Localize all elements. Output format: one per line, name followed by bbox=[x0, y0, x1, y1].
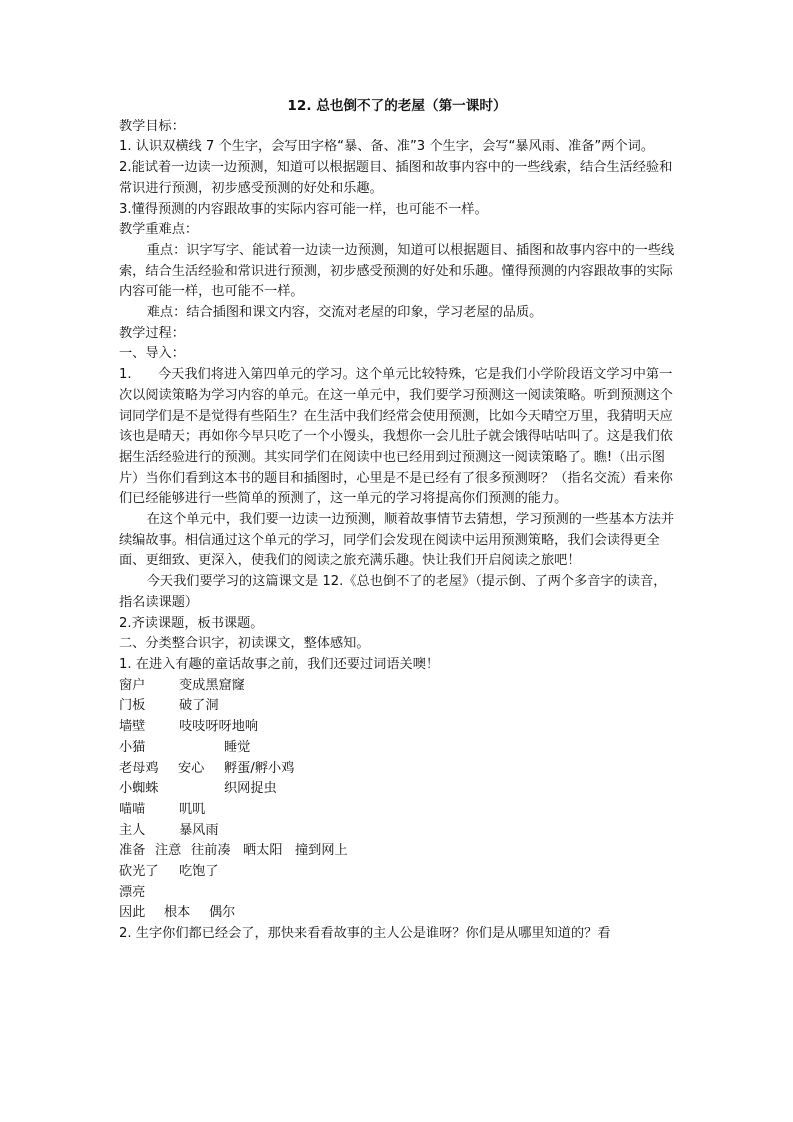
intro-paragraph-1: 1. 今天我们将进入第四单元的学习。这个单元比较特殊，它是我们小学阶段语文学习中第一次以阅读策略为学习内容的单元。在这一单元中，我们要学习预测这一阅读策略。听到预测这个词同学们是不是觉得有些陌生？在生活中我们经常会使用预测，比如今天晴空万里，我猜明天应该也是晴天；再如你今早只吃了一个小馒头，我想你一会儿肚子就会饿得咕咕叫了。这是我们依据生活经验进行的预测。其实同学们在阅读中也已经用到过预测这一阅读策略了。瞧!（出示图片）当你们看到这本书的题目和插图时，心里是不是已经有了很多预测呀？（指名交流）看来你们已经能够进行一些简单的预测了，这一单元的学习将提高你们预测的能力。 bbox=[119, 367, 673, 507]
vocab-row bbox=[119, 841, 675, 862]
vocab-row bbox=[119, 717, 675, 738]
vocab-row bbox=[119, 903, 675, 924]
vocab-word: 小猫 bbox=[119, 739, 146, 755]
objective-2: 2.能试着一边读一边预测，知道可以根据题目、插图和故事内容中的一些线索，结合生活经验和常识进行预测，初步感受预测的好处和乐趣。 bbox=[119, 160, 673, 196]
vocab-row bbox=[119, 862, 675, 883]
vocab-word: 变成黑窟窿 bbox=[179, 677, 245, 693]
vocab-word: 注意 bbox=[155, 843, 182, 859]
objective-1: 1. 认识双横线 7 个生字，会写田字格“暴、备、准”3 个生字，会写“暴风雨、准备”两个词。 bbox=[119, 139, 655, 155]
intro-paragraph-2: 在这个单元中，我们要一边读一边预测，顺着故事情节去猜想，学习预测的一些基本方法并续编故事。相信通过这个单元的学习，同学们会发现在阅读中运用预测策略，我们会读得更全面、更细致、更深入，使我们的阅读之旅充满乐趣。快让我们开启阅读之旅吧！ bbox=[119, 512, 675, 569]
vocab-word: 往前凑 bbox=[191, 843, 231, 859]
section-1-heading: 一、导入： bbox=[119, 346, 185, 362]
vocab-word: 因此 bbox=[119, 905, 146, 921]
vocab-word: 晒太阳 bbox=[243, 843, 283, 859]
vocab-word: 撞到网上 bbox=[295, 843, 348, 859]
vocab-row bbox=[119, 821, 675, 842]
step-read-title: 2.齐读课题，板书课题。 bbox=[119, 615, 264, 631]
process-heading: 教学过程： bbox=[119, 325, 185, 341]
vocab-word: 孵蛋/孵小鸡 bbox=[224, 760, 295, 776]
vocab-word: 小蜘蛛 bbox=[119, 781, 159, 797]
document bbox=[119, 96, 675, 945]
vocab-word: 吃饱了 bbox=[179, 864, 219, 880]
key-points-heading: 教学重难点： bbox=[119, 222, 199, 238]
vocab-row bbox=[119, 883, 675, 904]
vocab-word: 墙壁 bbox=[119, 719, 146, 735]
key-point: 重点：识字写字、能试着一边读一边预测，知道可以根据题目、插图和故事内容中的一些线索，结合生活经验和常识进行预测，初步感受预测的好处和乐趣。懂得预测的内容跟故事的实际内容可能一样，也可能不一样。 bbox=[119, 242, 675, 300]
vocab-word: 叽叽 bbox=[179, 801, 206, 817]
vocab-word: 暴风雨 bbox=[179, 822, 219, 838]
intro-paragraph-3: 今天我们要学习的这篇课文是 12.《总也倒不了的老屋》（提示倒、了两个多音字的读音，指名读课题） bbox=[119, 574, 667, 610]
vocab-word: 破了洞 bbox=[179, 698, 219, 714]
vocab-row bbox=[119, 779, 675, 800]
vocab-row bbox=[119, 738, 675, 759]
vocab-word: 偶尔 bbox=[209, 905, 236, 921]
vocab-word: 砍光了 bbox=[119, 864, 159, 880]
vocab-word: 准备 bbox=[119, 843, 146, 859]
objectives-heading: 教学目标： bbox=[119, 118, 185, 134]
vocab-word: 吱吱呀呀地响 bbox=[179, 719, 259, 735]
vocab-row bbox=[119, 696, 675, 717]
page-title: 12. 总也倒不了的老屋（第一课时） bbox=[287, 98, 507, 114]
vocab-word: 织网捉虫 bbox=[224, 781, 277, 797]
vocab-row bbox=[119, 676, 675, 697]
vocab-word: 睡觉 bbox=[224, 739, 251, 755]
vocab-word: 漂亮 bbox=[119, 884, 146, 900]
objective-3: 3.懂得预测的内容跟故事的实际内容可能一样，也可能不一样。 bbox=[119, 201, 488, 217]
vocab-word: 安心 bbox=[178, 760, 205, 776]
step-vocab-intro: 1. 在进入有趣的童话故事之前，我们还要过词语关噢！ bbox=[119, 656, 440, 672]
step-main-character: 2. 生字你们都已经会了，那快来看看故事的主人公是谁呀？你们是从哪里知道的？看 bbox=[119, 926, 611, 942]
vocab-word: 门板 bbox=[119, 698, 146, 714]
vocab-word: 主人 bbox=[119, 822, 146, 838]
vocab-word: 根本 bbox=[164, 905, 191, 921]
vocab-row bbox=[119, 759, 675, 780]
section-2-heading: 二、分类整合识字，初读课文，整体感知。 bbox=[119, 636, 370, 652]
vocab-word: 窗户 bbox=[119, 677, 146, 693]
vocab-word: 喵喵 bbox=[119, 801, 146, 817]
difficult-point: 难点：结合插图和课文内容，交流对老屋的印象，学习老屋的品质。 bbox=[146, 305, 543, 321]
vocab-word: 老母鸡 bbox=[119, 760, 159, 776]
vocab-row bbox=[119, 800, 675, 821]
